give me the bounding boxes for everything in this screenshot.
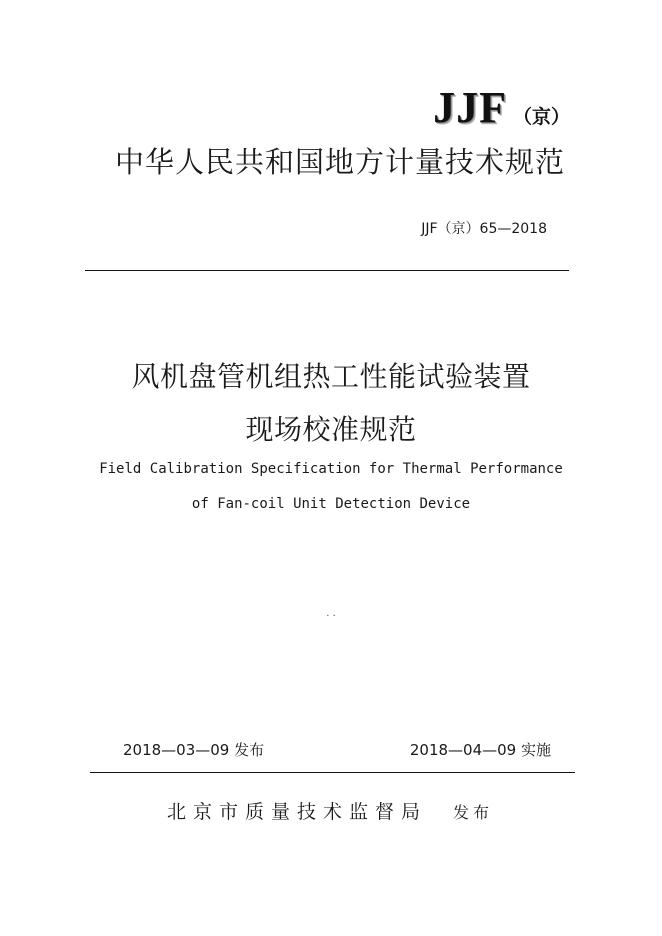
center-mark: . . bbox=[326, 608, 336, 619]
issue-date: 2018—03—09 发布 bbox=[123, 741, 265, 759]
logo-jjf: JJF bbox=[433, 83, 507, 132]
implementation-date: 2018—04—09 实施 bbox=[409, 741, 551, 759]
issue-action: 发布 bbox=[453, 803, 494, 822]
title-chinese-line-2: 现场校准规范 bbox=[245, 413, 417, 446]
issuing-authority: 北京市质量技术监督局 bbox=[167, 801, 428, 823]
title-chinese-line-1: 风机盘管机组热工性能试验装置 bbox=[131, 360, 531, 393]
top-divider bbox=[85, 270, 569, 271]
logo-region: （京） bbox=[512, 106, 570, 128]
standard-logo bbox=[433, 83, 570, 132]
title-english-line-2: of Fan-coil Unit Detection Device bbox=[191, 496, 471, 512]
bottom-divider bbox=[90, 772, 575, 773]
org-title: 中华人民共和国地方计量技术规范 bbox=[115, 145, 566, 179]
document-number: JJF（京）65—2018 bbox=[421, 221, 547, 237]
title-english-line-1: Field Calibration Specification for Thermal Performance bbox=[99, 461, 563, 477]
